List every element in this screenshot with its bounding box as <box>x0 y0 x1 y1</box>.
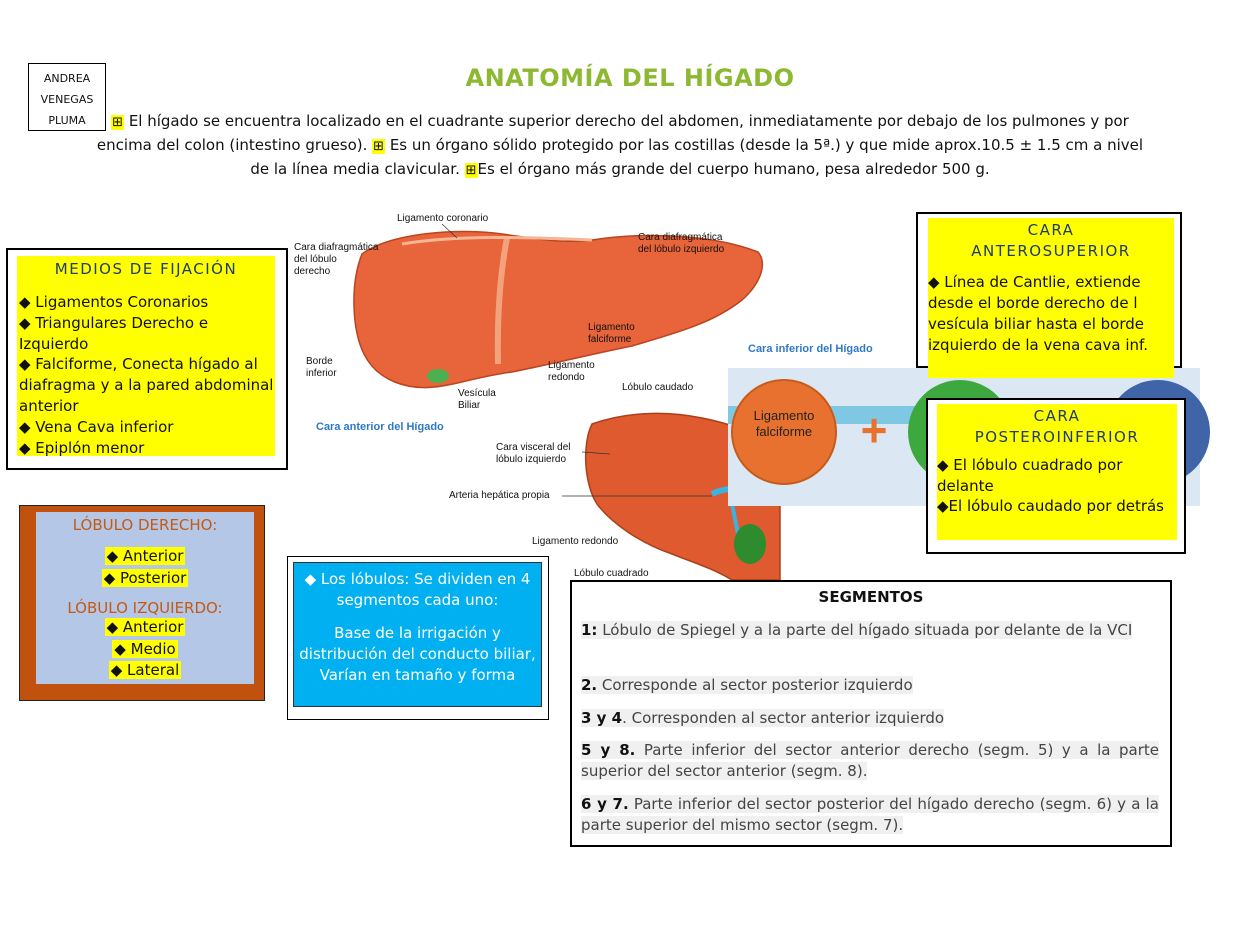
list-item: ◆ Lateral <box>110 661 180 679</box>
segmentos-box <box>570 580 1172 847</box>
list-item: ◆ Vena Cava inferior <box>19 417 174 436</box>
segment-item <box>581 708 1159 729</box>
medios-fijacion-box <box>6 248 288 470</box>
label-lig-falciforme-2: falciforme <box>588 334 632 345</box>
label-cara-diaf-der-3: derecho <box>294 266 331 277</box>
segment-text: Lóbulo de Spiegel y a la parte del hígado situada por delante de la VCI <box>597 621 1133 639</box>
label-cara-diaf-izq-2: del lóbulo izquierdo <box>638 244 725 255</box>
page-title: ANATOMÍA DEL HÍGADO <box>465 64 795 92</box>
banner-label-2: falciforme <box>755 424 813 439</box>
list-item: ◆ Triangulares Derecho e Izquierdo <box>19 313 209 353</box>
lobulos-segmentos-panel <box>293 562 542 707</box>
list-item: ◆ El lóbulo cuadrado por delante <box>937 456 1123 495</box>
label-cara-diaf-der-1: Cara diafragmática <box>294 242 379 253</box>
segment-item <box>581 620 1159 641</box>
list-item: ◆El lóbulo caudado por detrás <box>937 497 1164 515</box>
segment-text: Corresponde al sector posterior izquierdo <box>597 676 913 694</box>
medios-heading: MEDIOS DE FIJACIÓN <box>54 260 238 278</box>
intro-text-3: Es el órgano más grande del cuerpo humano, pesa alrededor 500 g. <box>477 160 990 178</box>
label-lig-falciforme-1: Ligamento <box>588 322 635 333</box>
label-vesicula-1: Vesícula <box>458 388 496 399</box>
liver-anatomy-illustration <box>292 204 873 580</box>
label-cara-visceral-2: lóbulo izquierdo <box>496 454 567 465</box>
author-line-2: VENEGAS <box>40 93 94 106</box>
segment-number: 6 y 7. <box>581 795 629 813</box>
segment-number: 3 y 4 <box>581 709 623 727</box>
postero-heading-1: CARA <box>1033 407 1081 425</box>
list-item: ◆ Posterior <box>103 568 187 587</box>
label-arteria: Arteria hepática propia <box>449 490 550 501</box>
antero-heading-1: CARA <box>1027 221 1075 239</box>
postero-heading-2: POSTEROINFERIOR <box>974 427 1140 446</box>
caption-cara-inferior: Cara inferior del Hígado <box>748 343 873 355</box>
label-ligamento-redondo: Ligamento redondo <box>532 536 619 547</box>
segmentos-heading: SEGMENTOS <box>818 588 924 606</box>
list-item: ◆ Medio <box>114 639 176 658</box>
label-lobulo-cuadrado: Lóbulo cuadrado <box>574 568 649 579</box>
label-cara-diaf-izq-1: Cara diafragmática <box>638 232 723 243</box>
segment-number: 1: <box>581 621 598 639</box>
segment-text: Parte inferior del sector posterior del hígado derecho (segm. 6) y a la parte superior del mismo sector (segm. 7). <box>581 795 1160 834</box>
label-borde-1: Borde <box>306 356 333 367</box>
segment-item <box>581 794 1159 836</box>
cara-posteroinferior-box <box>926 398 1186 554</box>
caption-cara-anterior: Cara anterior del Hígado <box>316 421 444 433</box>
segment-item <box>581 740 1159 782</box>
segment-item <box>581 675 1159 696</box>
list-item: ◆ Anterior <box>106 547 184 565</box>
lobulos-text-1: ◆ Los lóbulos: Se dividen en 4 segmentos cada uno: <box>304 570 531 609</box>
grid-bullet-icon: ⊞ <box>465 163 477 178</box>
medios-list <box>19 292 275 458</box>
author-line-3: PLUMA <box>48 114 86 127</box>
lobulo-izquierdo-heading: LÓBULO IZQUIERDO: <box>67 599 223 617</box>
medios-fijacion-panel <box>17 256 275 456</box>
cara-posteroinferior-panel <box>937 404 1177 540</box>
list-item: ◆ Epiplón menor <box>19 438 145 457</box>
list-item: ◆ Falciforme, Conecta hígado al diafragma y a la pared abdominal anterior <box>19 355 274 415</box>
banner-label-1: Ligamento <box>753 408 815 423</box>
lobulos-box <box>19 505 265 701</box>
grid-bullet-icon: ⊞ <box>112 115 124 130</box>
intro-text-2: Es un órgano sólido protegido por las costillas (desde la 5ª.) y que mide aprox.10.5 ± 1.5 cm a nivel de la línea media clavicular. <box>250 136 1144 178</box>
cara-anterosuperior-box <box>916 212 1182 368</box>
lobulo-derecho-heading: LÓBULO DERECHO: <box>72 516 218 534</box>
intro-paragraph <box>95 110 1145 182</box>
plus-icon: + <box>860 404 888 456</box>
gallbladder-anterior <box>427 369 449 383</box>
author-line-1: ANDREA <box>43 72 91 85</box>
gallbladder-inferior <box>734 524 766 564</box>
label-cara-visceral-1: Cara visceral del <box>496 442 571 453</box>
segment-number: 5 y 8. <box>581 741 636 759</box>
segment-text: Parte inferior del sector anterior derecho (segm. 5) y a la parte superior del sector anterior (segm. 8). <box>581 741 1160 780</box>
grid-bullet-icon: ⊞ <box>373 139 385 154</box>
label-lobulo-caudado: Lóbulo caudado <box>622 382 694 393</box>
intro-text-1: El hígado se encuentra localizado en el cuadrante superior derecho del abdomen, inmediatamente por debajo de los pulmones y por encima del colon (intestino grueso). <box>96 112 1129 154</box>
lobulos-segmentos-box <box>287 556 549 720</box>
label-ligamento-coronario: Ligamento coronario <box>397 213 489 224</box>
lobulos-panel <box>36 512 254 684</box>
antero-text: ◆ Línea de Cantlie, extiende desde el borde derecho de l vesícula biliar hasta el borde izquierdo de la vena cava inf. <box>928 273 1148 354</box>
list-item: ◆ Anterior <box>106 618 184 636</box>
lobulos-text-2: Base de la irrigación y distribución del conducto biliar, Varían en tamaño y forma <box>299 624 536 684</box>
label-cara-diaf-der-2: del lóbulo <box>294 254 337 265</box>
label-lig-redondo-1: Ligamento <box>548 360 595 371</box>
label-lig-redondo-2: redondo <box>548 372 585 383</box>
label-borde-2: inferior <box>306 368 337 379</box>
label-vesicula-2: Biliar <box>458 400 481 411</box>
segment-text: . Corresponden al sector anterior izquierdo <box>622 709 945 727</box>
segment-number: 2. <box>581 676 598 694</box>
antero-heading-2: ANTEROSUPERIOR <box>971 242 1131 260</box>
cara-anterosuperior-panel <box>928 218 1174 378</box>
list-item: ◆ Ligamentos Coronarios <box>19 293 209 311</box>
